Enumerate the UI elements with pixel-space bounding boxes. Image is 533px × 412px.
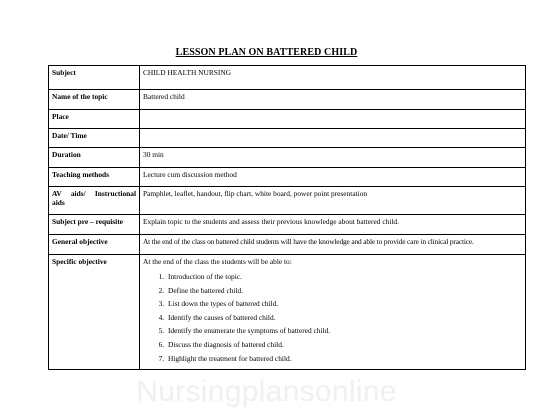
list-item: 4. Identify the causes of battered child. <box>166 311 522 325</box>
row-value-subject: CHILD HEALTH NURSING <box>140 66 526 90</box>
row-label-specific-objective: Specific objective <box>49 255 140 370</box>
row-label-prerequisite: Subject pre – requisite <box>49 215 140 235</box>
row-label-duration: Duration <box>49 148 140 168</box>
row-value-av-aids: Pamphlet, leaflet, handout, flip chart, white board, power point presentation <box>140 187 526 215</box>
list-item: 2. Define the battered child. <box>166 284 522 298</box>
objective-list <box>143 270 522 365</box>
table-row <box>49 235 526 255</box>
row-label-av-aids <box>49 187 140 215</box>
row-label-general-objective: General objective <box>49 235 140 255</box>
list-item: 1. Introduction of the topic. <box>166 270 522 284</box>
row-value-prerequisite: Explain topic to the students and assess their previous knowledge about battered child. <box>140 215 526 235</box>
row-value-topic: Battered child <box>140 90 526 110</box>
table-row <box>49 187 526 215</box>
list-item: 6. Discuss the diagnosis of battered child. <box>166 338 522 352</box>
table-row <box>49 110 526 129</box>
row-value-general-objective: At the end of the class on battered child students will have the knowledge and able to provide care in clinical practice. <box>140 235 526 255</box>
lesson-plan-table <box>48 65 526 370</box>
table-row <box>49 255 526 370</box>
row-value-date-time <box>140 129 526 148</box>
list-item: 5. Identify the enumerate the symptoms of battered child. <box>166 324 522 338</box>
table-row <box>49 148 526 168</box>
av-aids-label-line2: aids <box>52 198 65 207</box>
table-row <box>49 90 526 110</box>
row-label-place: Place <box>49 110 140 129</box>
table-row <box>49 66 526 90</box>
row-value-place <box>140 110 526 129</box>
row-label-teaching-methods: Teaching methods <box>49 168 140 187</box>
av-aids-label-line1: AV aids/ Instructional <box>52 189 136 198</box>
table-row <box>49 129 526 148</box>
row-label-date-time: Date/ Time <box>49 129 140 148</box>
row-label-topic: Name of the topic <box>49 90 140 110</box>
row-value-duration: 30 min <box>140 148 526 168</box>
row-value-teaching-methods: Lecture cum discussion method <box>140 168 526 187</box>
row-label-subject: Subject <box>49 66 140 90</box>
table-row <box>49 215 526 235</box>
list-item: 7. Highlight the treatment for battered child. <box>166 352 522 366</box>
list-item: 3. List down the types of battered child. <box>166 297 522 311</box>
document-title: LESSON PLAN ON BATTERED CHILD <box>175 47 358 58</box>
specific-objective-intro: At the end of the class the students will be able to: <box>143 257 292 266</box>
table-row <box>49 168 526 187</box>
row-value-specific-objective <box>140 255 526 370</box>
watermark: Nursingplansonline <box>136 375 397 408</box>
